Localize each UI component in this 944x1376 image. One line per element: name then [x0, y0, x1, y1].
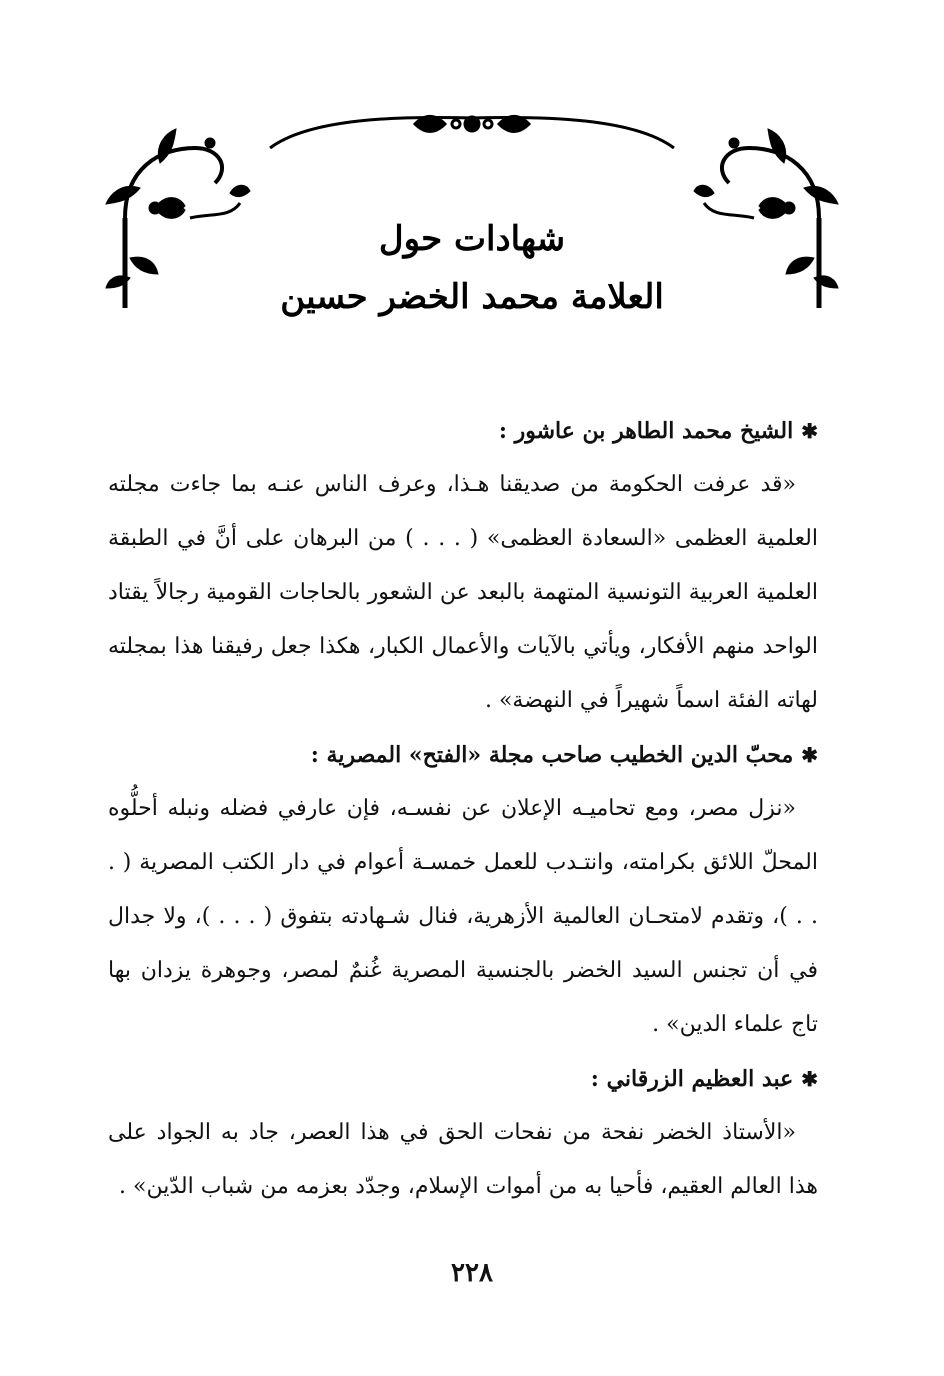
page-number: ٢٢٨	[451, 1258, 493, 1288]
ornament-top-flourish-icon	[270, 117, 674, 149]
testimony-author: عبد العظيم الزرقاني :	[590, 1066, 794, 1092]
star-bullet-icon: ✱	[801, 743, 818, 767]
star-bullet-icon: ✱	[801, 419, 818, 443]
testimony-quote: «قد عرفت الحكومة من صديقنا هـذا، وعرف الناس عنـه بما جاءت مجلته العلمية العظمى «السعادة العظمى» ( . . . ) من البرهان على أنَّ في الطبقة العلمية العربية التونسية المتهمة بالبعد عن الشعور بالحاجات القومية رجالاً يقتاد الواحد منهم الأفكار، ويأتي بالآيات والأعمال الكبار، هكذا جعل رفيقنا هذا بمجلته لهاته الفئة اسماً شهيراً في النهضة» .	[108, 472, 818, 713]
testimony-author: الشيخ محمد الطاهر بن عاشور :	[498, 418, 794, 444]
chapter-title-line-1: شهادات حول	[378, 219, 566, 259]
chapter-title-line-2: العلامة محمد الخضر حسين	[280, 277, 664, 317]
testimony-heading-ibn-ashour	[108, 404, 818, 458]
testimony-quote: «الأستاذ الخضر نفحة من نفحات الحق في هذا العصر، جاد به الجواد على هذا العالم العقيم، فأحيا به من أموات الإسلام، وجدّد بعزمه من شباب الدّين» .	[108, 1120, 818, 1199]
testimony-quote: «نزل مصر، ومع تحاميـه الإعلان عن نفسـه، فإن عارفي فضله ونبله أحلُّوه المحلّ اللائق بكرامته، وانتـدب للعمل خمسـة أعوام في دار الكتب المصرية ( . . . )، وتقدم لامتحـان العالمية الأزهرية، فنال شـهادته بتفوق ( . . . )، ولا جدال في أن تجنس السيد الخضر بالجنسية المصرية غُنمٌ لمصر، وجوهرة يزدان بها تاج علماء الدين» .	[108, 796, 818, 1037]
testimony-heading-al-khatib	[108, 728, 818, 782]
chapter-title	[200, 210, 744, 326]
testimonies-body	[108, 404, 818, 1214]
star-bullet-icon: ✱	[801, 1067, 818, 1091]
testimony-author: محبّ الدين الخطيب صاحب مجلة «الفتح» المصرية :	[310, 742, 794, 768]
testimony-heading-al-zurqani	[108, 1052, 818, 1106]
